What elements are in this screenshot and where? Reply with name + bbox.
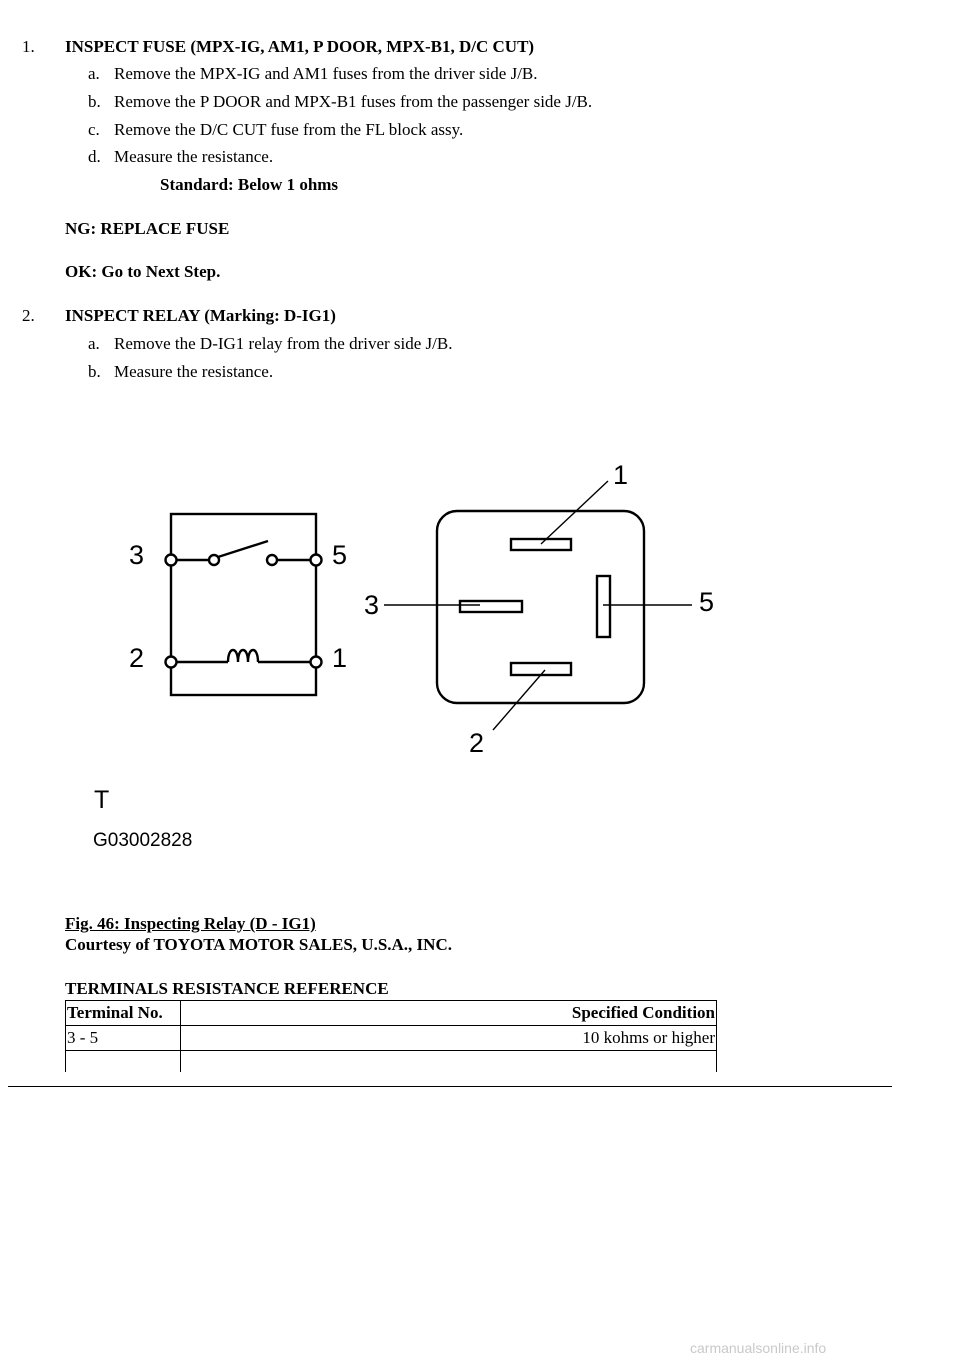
step-2a-letter: a.	[88, 334, 100, 353]
step-1c-letter: c.	[88, 120, 100, 139]
step-1d-text: Measure the resistance.	[114, 147, 274, 166]
terminal-1-node	[311, 657, 322, 668]
connector-pin-1	[511, 539, 571, 550]
terminal-3-node	[166, 555, 177, 566]
schematic-label-2: 2	[129, 643, 145, 673]
connector-label-2: 2	[469, 728, 485, 758]
table-header-terminal: Terminal No.	[66, 1001, 181, 1026]
terminal-2-node	[166, 657, 177, 668]
step-2a-text: Remove the D-IG1 relay from the driver side J/B.	[114, 334, 453, 353]
switch-blade	[218, 541, 268, 557]
table-header-row	[66, 1001, 717, 1026]
step-1d-letter: d.	[88, 147, 101, 166]
step-1c-text: Remove the D/C CUT fuse from the FL block assy.	[114, 120, 464, 139]
ng-result: NG: REPLACE FUSE	[65, 219, 230, 238]
schematic-label-3: 3	[129, 540, 145, 570]
schematic-label-1: 1	[332, 643, 348, 673]
connector-pin-3	[460, 601, 522, 612]
relay-connector	[384, 481, 692, 730]
table-cell-empty	[66, 1051, 181, 1073]
schematic-label-5: 5	[332, 540, 348, 570]
step-2b-letter: b.	[88, 362, 101, 381]
table-cell-empty	[181, 1051, 717, 1073]
step-1a-text: Remove the MPX-IG and AM1 fuses from the driver side J/B.	[114, 64, 538, 83]
table-row-blank	[66, 1051, 717, 1073]
standard-value: Standard: Below 1 ohms	[160, 175, 339, 194]
connector-label-3: 3	[364, 590, 380, 620]
figure-caption: Fig. 46: Inspecting Relay (D - IG1)	[65, 914, 316, 933]
page-divider	[8, 1086, 892, 1087]
connector-label-1: 1	[613, 460, 629, 490]
step-1b-letter: b.	[88, 92, 101, 111]
switch-contact-right	[267, 555, 277, 565]
table-cell-terminal: 3 - 5	[66, 1026, 181, 1051]
coil-winding	[228, 650, 258, 662]
figure-courtesy: Courtesy of TOYOTA MOTOR SALES, U.S.A., INC.	[65, 935, 452, 954]
step-1b-text: Remove the P DOOR and MPX-B1 fuses from the passenger side J/B.	[114, 92, 593, 111]
figure-corner-mark: T	[94, 786, 110, 814]
connector-pin-2	[511, 663, 571, 675]
leader-line-1	[541, 481, 608, 544]
ok-result: OK: Go to Next Step.	[65, 262, 221, 281]
relay-schematic	[166, 514, 322, 695]
leader-line-2	[493, 670, 545, 730]
table-header-condition: Specified Condition	[181, 1001, 717, 1026]
step-2b-text: Measure the resistance.	[114, 362, 274, 381]
table-cell-condition: 10 kohms or higher	[181, 1026, 717, 1051]
step-1-title: INSPECT FUSE (MPX-IG, AM1, P DOOR, MPX-B1, D/C CUT)	[65, 37, 535, 56]
resistance-reference-table	[65, 1000, 717, 1072]
figure-code: G03002828	[93, 830, 193, 851]
switch-contact-left	[209, 555, 219, 565]
step-1a-letter: a.	[88, 64, 100, 83]
connector-label-5: 5	[699, 587, 715, 617]
watermark: carmanualsonline.info	[690, 1340, 827, 1356]
table-row	[66, 1026, 717, 1051]
table-title: TERMINALS RESISTANCE REFERENCE	[65, 979, 389, 998]
relay-schematic-outline	[171, 514, 316, 695]
step-1-number: 1.	[22, 37, 35, 56]
step-2-title: INSPECT RELAY (Marking: D-IG1)	[65, 306, 336, 325]
connector-pin-5	[597, 576, 610, 637]
step-2-number: 2.	[22, 306, 35, 325]
terminal-5-node	[311, 555, 322, 566]
